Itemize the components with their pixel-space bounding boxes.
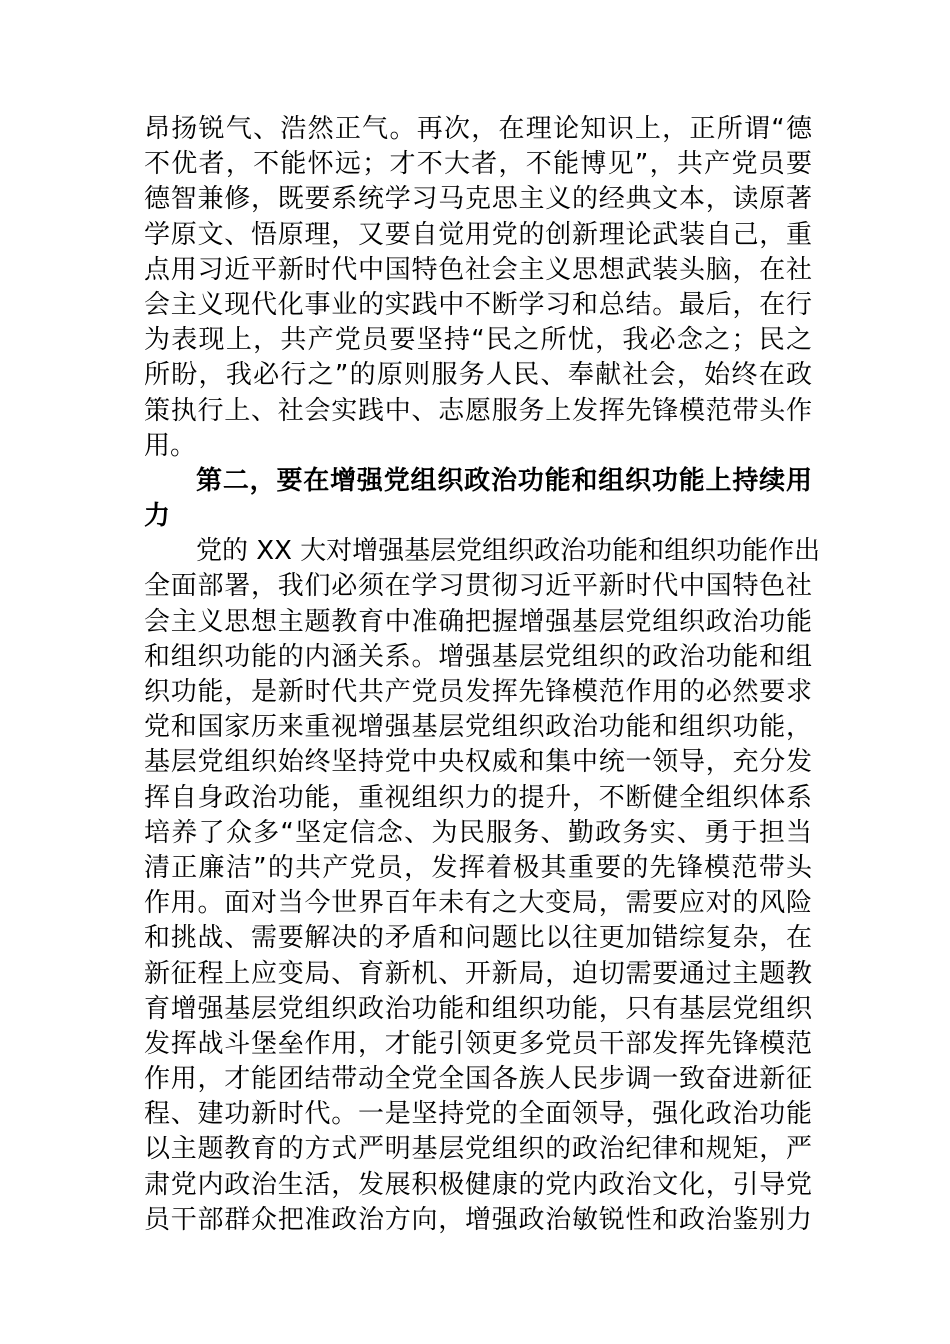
text-line: 新征程上应变局、育新机、开新局，迫切需要通过主题教 [144, 958, 812, 989]
document-body [144, 112, 821, 1238]
text-line: 织功能，是新时代共产党员发挥先锋模范作用的必然要求 [144, 677, 812, 707]
text-line: 基层党组织始终坚持党中央权威和集中统一领导，充分发 [144, 747, 812, 778]
text-line: 德智兼修，既要系统学习马克思主义的经典文本，读原著 [144, 184, 812, 215]
text-line: 和组织功能的内涵关系。增强基层党组织的政治功能和组 [144, 641, 812, 672]
text-line: 清正廉洁”的共产党员，发挥着极其重要的先锋模范带头 [144, 852, 812, 883]
text-line: 发挥战斗堡垒作用，才能引领更多党员干部发挥先锋模范 [144, 1028, 812, 1059]
text-line: 作用，才能团结带动全党全国各族人民步调一致奋进新征 [144, 1064, 812, 1095]
heading-line: 力 [144, 501, 171, 532]
text-line: 培养了众多“坚定信念、为民服务、勤政务实、勇于担当 [144, 817, 812, 848]
text-line: 和挑战、需要解决的矛盾和问题比以往更加错综复杂，在 [144, 923, 812, 954]
text-line: 作用。面对当今世界百年未有之大变局，需要应对的风险 [144, 888, 812, 919]
text-line: 以主题教育的方式严明基层党组织的政治纪律和规矩，严 [144, 1134, 812, 1165]
paragraph-1 [144, 112, 812, 464]
text-line: 点用习近平新时代中国特色社会主义思想武装头脑，在社 [144, 254, 812, 285]
text-line: 所盼，我必行之”的原则服务人民、奉献社会，始终在政 [144, 360, 812, 391]
text-line: 员干部群众把准政治方向，增强政治敏锐性和政治鉴别力 [144, 1204, 812, 1235]
text-line: 挥自身政治功能，重视组织力的提升，不断健全组织体系 [144, 782, 812, 813]
text-line: 会主义现代化事业的实践中不断学习和总结。最后，在行 [144, 289, 812, 320]
text-line: 不优者，不能怀远；才不大者，不能博见”，共产党员要 [144, 149, 812, 180]
text-line: 党的 XX 大对增强基层党组织政治功能和组织功能作出 [196, 536, 821, 567]
text-line: 肃党内政治生活，发展积极健康的党内政治文化，引导党 [144, 1169, 812, 1200]
text-line: 育增强基层党组织政治功能和组织功能，只有基层党组织 [144, 993, 812, 1024]
section-heading [144, 464, 812, 534]
text-line: 用。 [144, 430, 197, 461]
text-line: 昂扬锐气、浩然正气。再次，在理论知识上，正所谓“德 [144, 114, 812, 144]
text-line: 会主义思想主题教育中准确把握增强基层党组织政治功能 [144, 606, 812, 637]
text-line: 全面部署，我们必须在学习贯彻习近平新时代中国特色社 [144, 571, 812, 602]
paragraph-2 [144, 534, 821, 1238]
text-line: 学原文、悟原理，又要自觉用党的创新理论武装自己，重 [144, 219, 812, 250]
text-line: 策执行上、社会实践中、志愿服务上发挥先锋模范带头作 [144, 395, 812, 426]
text-line: 党和国家历来重视增强基层党组织政治功能和组织功能， [144, 712, 812, 743]
text-line: 为表现上，共产党员要坚持“民之所忧，我必念之；民之 [144, 325, 812, 356]
text-line: 程、建功新时代。一是坚持党的全面领导，强化政治功能 [144, 1099, 812, 1130]
heading-line: 第二，要在增强党组织政治功能和组织功能上持续用 [196, 465, 812, 496]
